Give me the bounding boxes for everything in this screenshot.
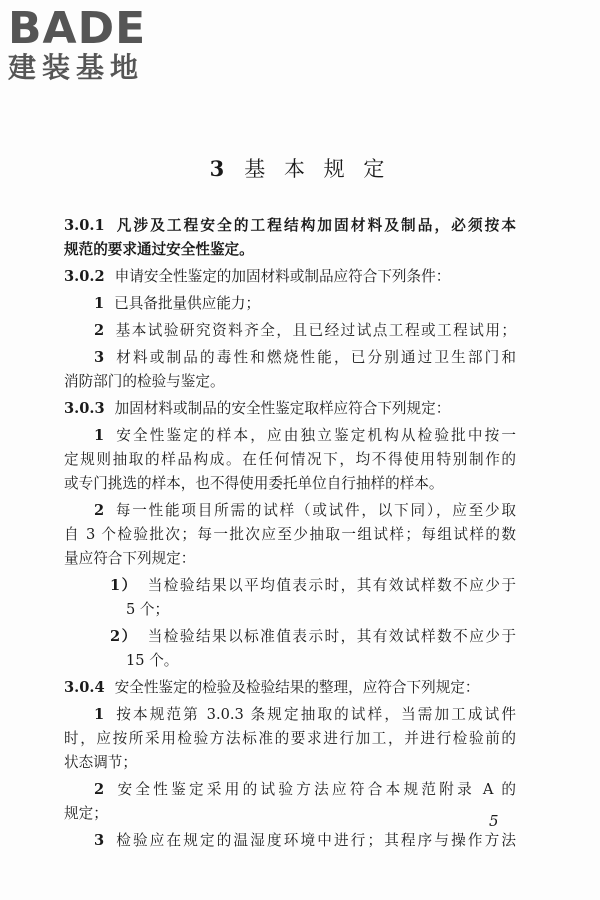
list-item-cont: 量应符合下列规定：: [64, 550, 196, 567]
clause-number: 3.0.1: [64, 217, 105, 234]
chapter-number: 3: [209, 156, 231, 181]
sub-item: 2） 当检验结果以标准值表示时，其有效试样数不应少于: [110, 628, 516, 645]
clause-3-0-3: [64, 397, 516, 421]
chapter-title-text: 基 本 规 定: [244, 157, 391, 181]
list-item-cont: 自 3 个检验批次；每一批次应至少抽取一组试样；每组试样的数: [64, 526, 516, 543]
list-item: 2 安全性鉴定采用的试验方法应符合本规范附录 A 的: [94, 781, 516, 798]
chapter-title: [0, 153, 600, 183]
list-item-cont: 时，应按所采用检验方法标准的要求进行加工，并进行检验前的: [64, 730, 516, 747]
list-item-cont: 定规则抽取的样品构成。在任何情况下，均不得使用特别制作的: [64, 451, 516, 468]
page-number: 5: [489, 812, 499, 830]
clause-3-0-4: [64, 676, 516, 700]
clause-number: 3.0.2: [64, 268, 105, 285]
clause-lead: 安全性鉴定的检验及检验结果的整理，应符合下列规定：: [114, 679, 480, 696]
clause-text: 凡涉及工程安全的工程结构加固材料及制品，必须按本: [114, 217, 516, 234]
clause-lead: 加固材料或制品的安全性鉴定取样应符合下列规定：: [114, 400, 451, 417]
list-item: 3 检验应在规定的温湿度环境中进行；其程序与操作方法: [94, 832, 516, 849]
clause-lead: 申请安全性鉴定的加固材料或制品应符合下列条件：: [114, 268, 451, 285]
bade-logo: [8, 3, 178, 84]
clause-3-0-1: [64, 214, 516, 238]
logo-wordmark: BADE: [8, 3, 147, 54]
clause-number: 3.0.4: [64, 679, 105, 696]
clause-3-0-2: [64, 265, 516, 289]
list-item: 3 材料或制品的毒性和燃烧性能，已分别通过卫生部门和: [94, 349, 516, 366]
list-item: 1 已具备批量供应能力；: [94, 295, 261, 312]
sub-item-cont: 15 个。: [126, 652, 179, 669]
clause-number: 3.0.3: [64, 400, 105, 417]
list-item: 2 基本试验研究资料齐全，且已经过试点工程或工程试用；: [94, 322, 516, 339]
list-item: 1 安全性鉴定的样本，应由独立鉴定机构从检验批中按一: [94, 427, 516, 444]
list-item-cont: 状态调节；: [64, 754, 137, 771]
list-item: 1 按本规范第 3.0.3 条规定抽取的试样，当需加工成试件: [94, 706, 516, 723]
logo-subtitle: 建装基地: [8, 51, 145, 84]
document-body: [64, 214, 516, 853]
list-item: 2 每一性能项目所需的试样（或试件，以下同），应至少取: [94, 502, 516, 519]
list-item-cont: 规定；: [64, 805, 108, 822]
list-item-cont: 或专门挑选的样本，也不得使用委托单位自行抽样的样本。: [64, 475, 444, 492]
sub-item-cont: 5 个；: [126, 601, 170, 618]
sub-item: 1） 当检验结果以平均值表示时，其有效试样数不应少于: [110, 577, 516, 594]
clause-text-cont: 规范的要求通过安全性鉴定。: [64, 241, 254, 258]
list-item-cont: 消防部门的检验与鉴定。: [64, 373, 225, 390]
